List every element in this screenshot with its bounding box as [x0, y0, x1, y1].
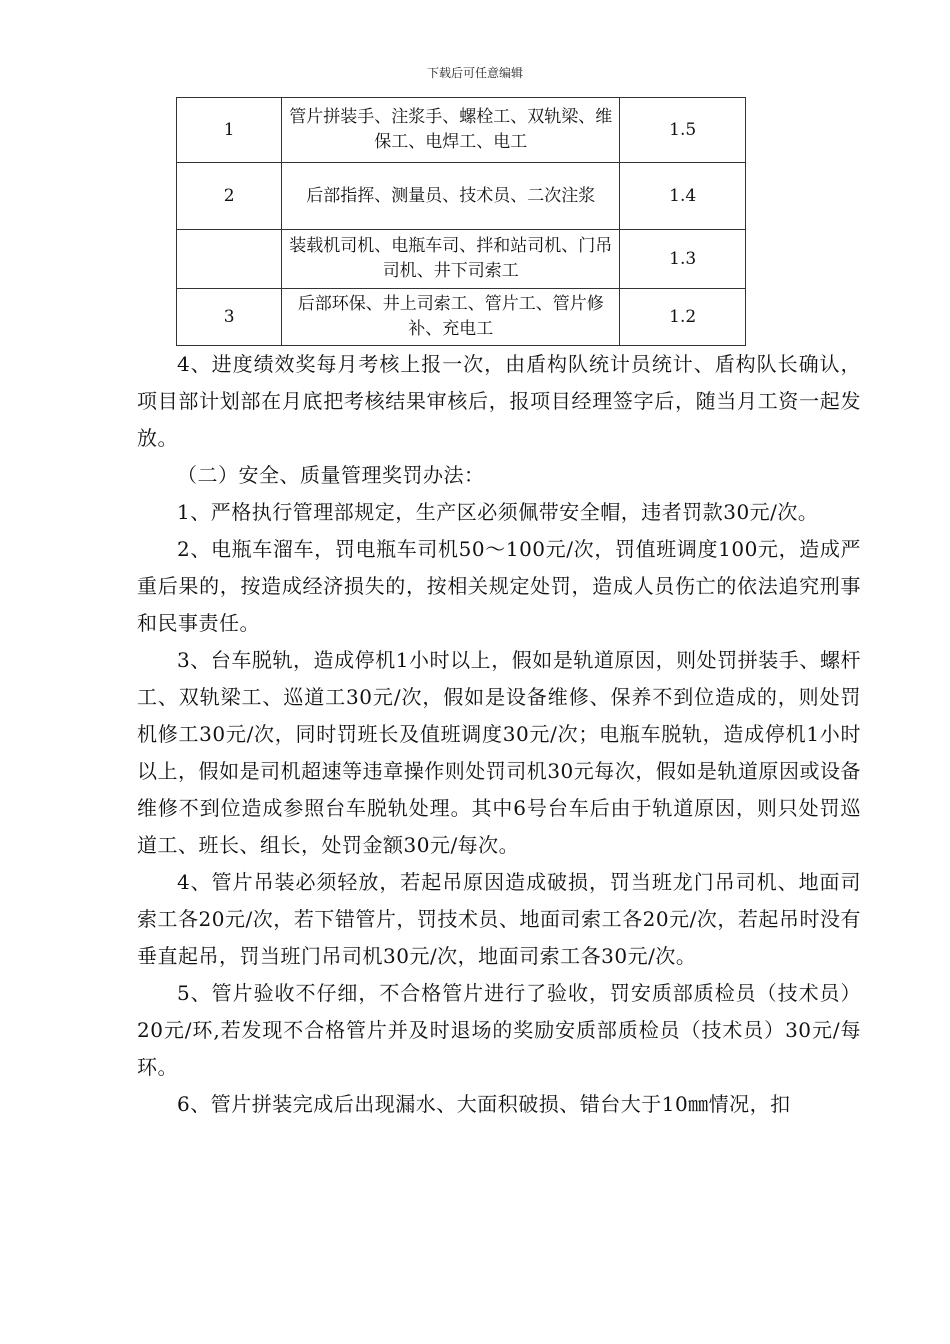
row-roles: 后部环保、井上司索工、管片工、管片修补、充电工 — [282, 289, 620, 346]
table-row — [177, 289, 746, 346]
paragraph-rule-4: 4、管片吊装必须轻放，若起吊原因造成破损，罚当班龙门吊司机、地面司索工各20元/次，若下错管片，罚技术员、地面司索工各20元/次，若起吊时没有垂直起吊，罚当班门吊司机30元/次，地面司索工各30元/次。 — [137, 870, 861, 968]
row-roles: 后部指挥、测量员、技术员、二次注浆 — [282, 163, 620, 230]
paragraph-rule-6: 6、管片拼装完成后出现漏水、大面积破损、错台大于10㎜情况，扣 — [177, 1092, 791, 1116]
row-number — [177, 230, 282, 289]
coefficient-table — [176, 97, 746, 346]
row-number: 2 — [177, 163, 282, 230]
paragraph-rule-5: 5、管片验收不仔细，不合格管片进行了验收，罚安质部质检员（技术员）20元/环,若发现不合格管片并及时退场的奖励安质部质检员（技术员）30元/每环。 — [137, 981, 861, 1079]
row-number: 1 — [177, 98, 282, 163]
paragraph-rule-2: 2、电瓶车溜车，罚电瓶车司机50～100元/次，罚值班调度100元，造成严重后果的，按造成经济损失的，按相关规定处罚，造成人员伤亡的依法追究刑事和民事责任。 — [137, 537, 861, 635]
table-row — [177, 98, 746, 163]
row-coefficient: 1.2 — [620, 289, 746, 346]
document-body — [137, 346, 861, 1123]
paragraph-rule-1: 1、严格执行管理部规定，生产区必须佩带安全帽，违者罚款30元/次。 — [177, 500, 819, 524]
page-header: 下载后可任意编辑 — [426, 66, 523, 80]
section-heading: （二）安全、质量管理奖罚办法： — [177, 463, 485, 487]
row-roles: 管片拼装手、注浆手、螺栓工、双轨梁、维保工、电焊工、电工 — [282, 98, 620, 163]
paragraph-rule-3: 3、台车脱轨，造成停机1小时以上，假如是轨道原因，则处罚拼装手、螺杆工、双轨梁工、巡道工30元/次，假如是设备维修、保养不到位造成的，则处罚机修工30元/次，同时罚班长及值班调度30元/次；电瓶车脱轨，造成停机1小时以上，假如是司机超速等违章操作则处罚司机30元每次，假如是轨道原因或设备维修不到位造成参照台车脱轨处理。其中6号台车后由于轨道原因，则只处罚巡道工、班长、组长，处罚金额30元/每次。 — [137, 648, 861, 857]
row-number: 3 — [177, 289, 282, 346]
table-row — [177, 163, 746, 230]
row-coefficient: 1.3 — [620, 230, 746, 289]
row-roles: 装载机司机、电瓶车司、拌和站司机、门吊司机、井下司索工 — [282, 230, 620, 289]
paragraph-progress-bonus: 4、进度绩效奖每月考核上报一次，由盾构队统计员统计、盾构队长确认，项目部计划部在月底把考核结果审核后，报项目经理签字后，随当月工资一起发放。 — [137, 352, 861, 450]
row-coefficient: 1.4 — [620, 163, 746, 230]
table-row — [177, 230, 746, 289]
row-coefficient: 1.5 — [620, 98, 746, 163]
